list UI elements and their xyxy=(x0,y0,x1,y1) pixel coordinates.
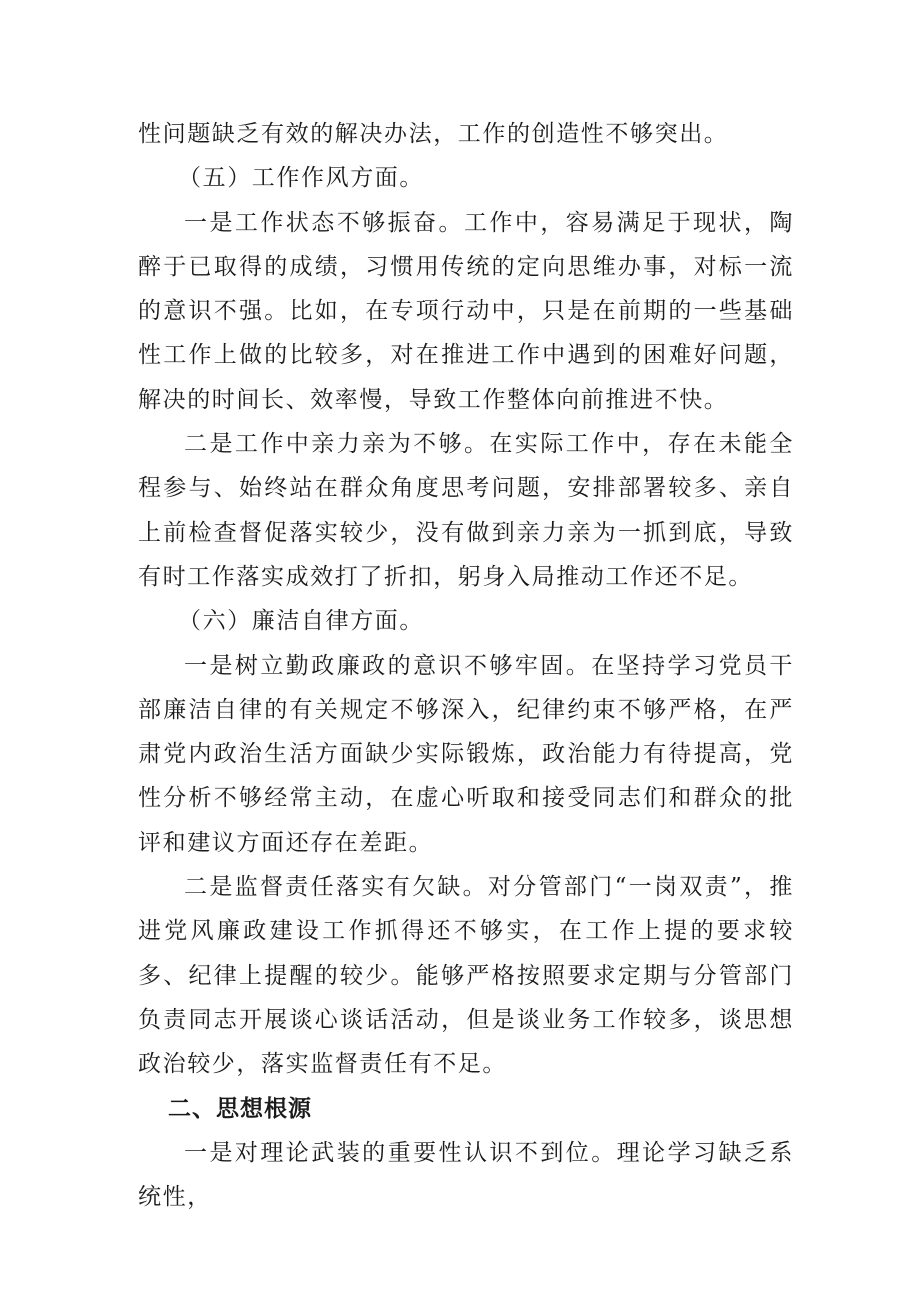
paragraph-supervision: 二是监督责任落实有欠缺。对分管部门“一岗双责”，推进党风廉政建设工作抓得还不够实，在工作上提的要求较多、纪律上提醒的较少。能够严格按照要求定期与分管部门负责同志开展谈心谈话活动，但是谈业务工作较多，谈思想政治较少，落实监督责任有不足。 xyxy=(138,874,794,1078)
section-heading-ideological-roots: 二、思想根源 xyxy=(168,1095,312,1122)
paragraph-continuation: 性问题缺乏有效的解决办法，工作的创造性不够突出。 xyxy=(138,121,729,147)
subheading-integrity: （六）廉洁自律方面。 xyxy=(178,608,424,635)
paragraph-integrity-awareness: 一是树立勤政廉政的意识不够牢固。在坚持学习党员干部廉洁自律的有关规定不够深入，纪律约束不够严格，在严肃党内政治生活方面缺少实际锻炼，政治能力有待提高，党性分析不够经常主动，在虚心听取和接受同志们和群众的批评和建议方面还存在差距。 xyxy=(138,652,794,856)
subheading-work-style: （五）工作作风方面。 xyxy=(178,165,424,192)
paragraph-hands-on: 二是工作中亲力亲为不够。在实际工作中，存在未能全程参与、始终站在群众角度思考问题，安排部署较多、亲自上前检查督促落实较少，没有做到亲力亲为一抓到底，导致有时工作落实成效打了折扣，躬身入局推动工作还不足。 xyxy=(138,431,794,590)
paragraph-work-state: 一是工作状态不够振奋。工作中，容易满足于现状，陶醉于已取得的成绩，习惯用传统的定向思维办事，对标一流的意识不强。比如，在专项行动中，只是在前期的一些基础性工作上做的比较多，对在推进工作中遇到的困难好问题，解决的时间长、效率慢，导致工作整体向前推进不快。 xyxy=(138,209,794,413)
document-body xyxy=(138,112,794,1219)
paragraph-theory: 一是对理论武装的重要性认识不到位。理论学习缺乏系统性， xyxy=(138,1139,794,1211)
